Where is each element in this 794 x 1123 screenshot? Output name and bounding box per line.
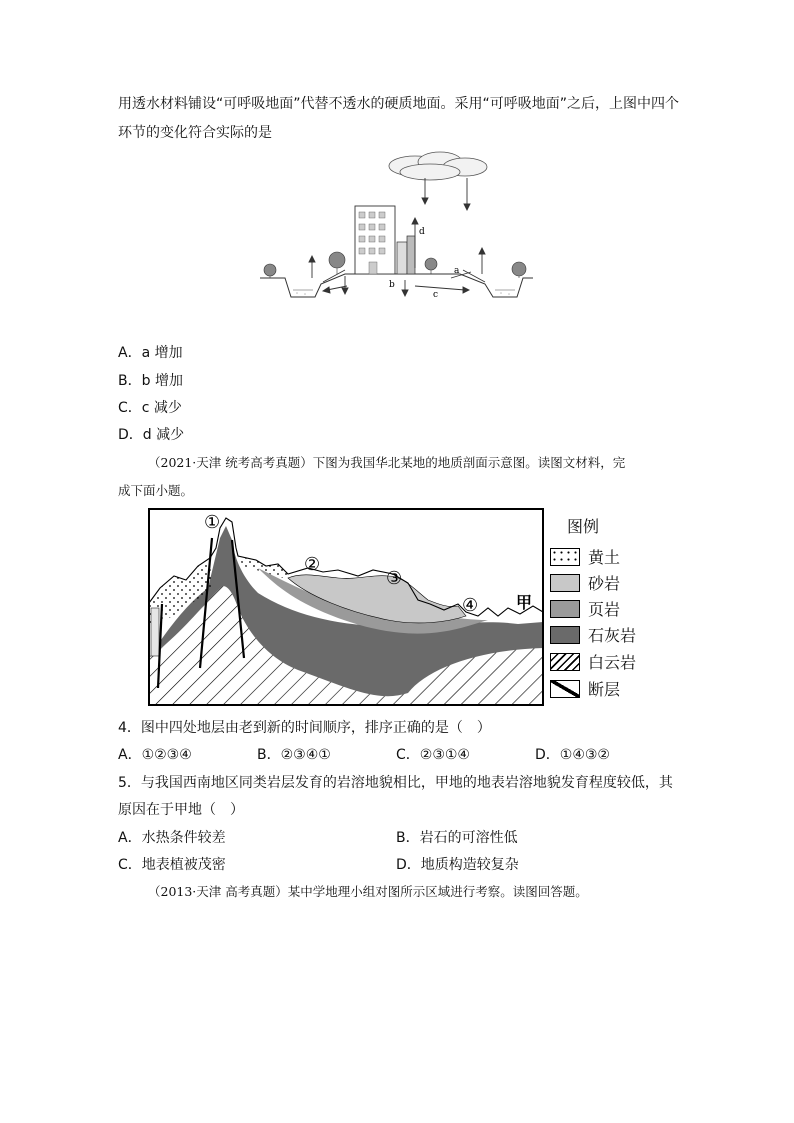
legend-item-limestone <box>550 623 636 646</box>
legend-item-fault <box>550 677 620 700</box>
legend-item-shale <box>550 597 620 620</box>
fault-swatch <box>550 680 580 698</box>
q5-option-b: B．岩石的可溶性低 <box>396 830 518 846</box>
q5-stem-line1: 5．与我国西南地区同类岩层发育的岩溶地貌相比，甲地的地表岩溶地貌发育程度较低，其 <box>118 775 673 791</box>
option-a: A．a 增加 <box>118 345 183 361</box>
legend-label: 页岩 <box>588 600 621 619</box>
q4-option-d: D．①④③② <box>535 747 610 763</box>
label-a: a <box>454 266 460 276</box>
marker-2: ② <box>304 554 321 575</box>
q4-option-a: A．①②③④ <box>118 747 192 763</box>
legend-title: 图例 <box>567 517 600 536</box>
q5-option-c: C．地表植被茂密 <box>118 857 226 873</box>
legend-item-sandstone <box>550 571 620 594</box>
geologic-section-figure <box>148 508 544 708</box>
option-c: C．c 减少 <box>118 400 182 416</box>
shale-swatch <box>550 600 580 618</box>
sandstone-swatch <box>550 574 580 592</box>
q4-stem: 4．图中四处地层由老到新的时间顺序，排序正确的是（ ） <box>118 720 491 736</box>
legend-label: 断层 <box>588 680 621 699</box>
q5-option-a: A．水热条件较差 <box>118 830 226 846</box>
legend-label: 白云岩 <box>588 653 637 672</box>
legend-label: 石灰岩 <box>588 626 637 645</box>
q4-option-c: C．②③①④ <box>396 747 470 763</box>
marker-4: ④ <box>462 595 479 616</box>
ground-profile <box>260 274 533 297</box>
section2-line1: （2021·天津 统考高考真题）下图为我国华北某地的地质剖面示意图。读图文材料，完 <box>148 455 626 470</box>
label-b: b <box>389 280 395 290</box>
question-text-line2: 环节的变化符合实际的是 <box>118 125 272 141</box>
loess-swatch <box>550 548 580 566</box>
legend-label: 砂岩 <box>588 574 621 593</box>
question-text-line1: 用透水材料铺设“可呼吸地面”代替不透水的硬质地面。采用“可呼吸地面”之后，上图中四个 <box>118 96 680 112</box>
marker-1: ① <box>204 512 221 533</box>
limestone-swatch <box>550 626 580 644</box>
legend-item-dolomite <box>550 650 636 673</box>
section3-line1: （2013·天津 高考真题）某中学地理小组对图所示区域进行考察。读图回答题。 <box>148 884 588 899</box>
label-d: d <box>419 227 425 237</box>
option-b: B．b 增加 <box>118 373 183 389</box>
marker-jia: 甲 <box>516 593 533 612</box>
option-d: D．d 减少 <box>118 427 185 443</box>
legend-label: 黄土 <box>588 548 621 567</box>
dolomite-swatch <box>550 653 580 671</box>
label-c: c <box>433 290 439 300</box>
legend-item-loess <box>550 545 620 568</box>
marker-3: ③ <box>386 568 403 589</box>
water-cycle-figure <box>255 150 535 310</box>
q4-option-b: B．②③④① <box>257 747 331 763</box>
q5-option-d: D．地质构造较复杂 <box>396 857 519 873</box>
q5-stem-line2: 原因在于甲地（ ） <box>118 802 244 818</box>
section2-line2: 成下面小题。 <box>118 483 194 498</box>
cloud <box>389 152 487 180</box>
